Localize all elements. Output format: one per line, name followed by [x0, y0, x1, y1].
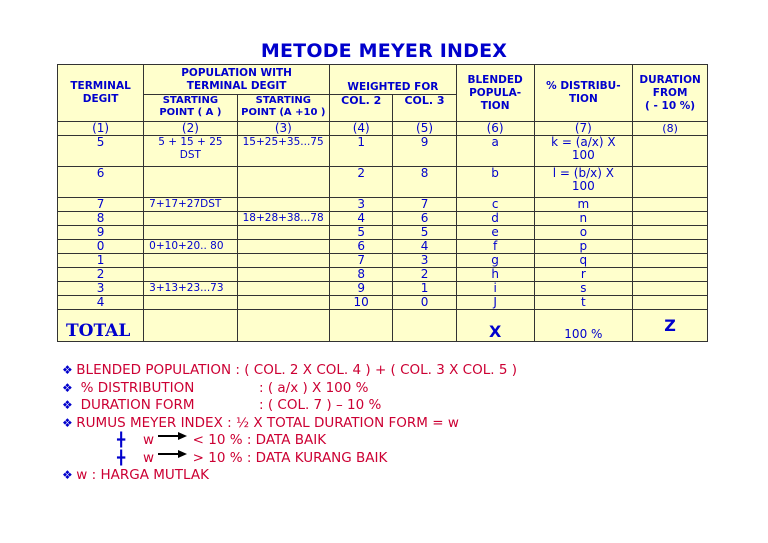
- total-label: TOTAL: [58, 310, 144, 342]
- cell-duration: [633, 240, 708, 254]
- cell-duration: [633, 198, 708, 212]
- header-terminal-digit: TERMINAL DEGIT: [58, 65, 144, 122]
- note-distribution: ❖ % DISTRIBUTION : ( a/x ) X 100 %: [62, 379, 369, 396]
- header-start-a: STARTING POINT ( A ): [144, 95, 237, 122]
- table-row: [58, 296, 708, 310]
- header-col3: COL. 3: [393, 95, 456, 122]
- cell-terminal: 4: [58, 296, 144, 310]
- cell-terminal: 3: [58, 282, 144, 296]
- cell-distribution: n: [534, 212, 633, 226]
- col-number: (3): [237, 122, 329, 136]
- cell-distribution: l = (b/x) X 100: [534, 167, 633, 198]
- table-row: [58, 136, 708, 167]
- cell-start-a: [144, 268, 237, 282]
- cell-col3: 9: [393, 136, 456, 167]
- cell-col3: 8: [393, 167, 456, 198]
- cell-terminal: 0: [58, 240, 144, 254]
- cell-start-a: 7+17+27DST: [144, 198, 237, 212]
- cell-blended: a: [456, 136, 534, 167]
- cell-terminal: 8: [58, 212, 144, 226]
- cell-start-a: [144, 296, 237, 310]
- note-baik: ╋ w < 10 % : DATA BAIK: [117, 432, 327, 448]
- cell-distribution: r: [534, 268, 633, 282]
- total-row: [58, 310, 708, 342]
- cell-blended: g: [456, 254, 534, 268]
- cell-col2: 2: [330, 167, 393, 198]
- cross-bullet-icon: ╋: [117, 449, 126, 466]
- col-number: (5): [393, 122, 456, 136]
- diamond-icon: ❖: [62, 380, 73, 395]
- cell-start-a10: [237, 268, 329, 282]
- arrow-right-icon: [158, 431, 188, 441]
- cell-col3: 6: [393, 212, 456, 226]
- meyer-index-table: [57, 64, 708, 342]
- cell-col3: 0: [393, 296, 456, 310]
- page-title: METODE MEYER INDEX: [260, 40, 508, 62]
- diamond-icon: ❖: [62, 398, 73, 412]
- cell-start-a: [144, 226, 237, 240]
- cell-duration: [633, 167, 708, 198]
- header-distribution: % DISTRIBU- TION: [534, 65, 633, 122]
- col-number: (6): [456, 122, 534, 136]
- cell-col2: 4: [330, 212, 393, 226]
- cell-col2: 1: [330, 136, 393, 167]
- total-empty: [144, 310, 237, 342]
- cell-terminal: 2: [58, 268, 144, 282]
- cell-blended: b: [456, 167, 534, 198]
- cell-distribution: k = (a/x) X 100: [534, 136, 633, 167]
- cell-col2: 10: [330, 296, 393, 310]
- table-row: [58, 282, 708, 296]
- table-row: [58, 212, 708, 226]
- table-row: [58, 226, 708, 240]
- cell-start-a: 3+13+23...73: [144, 282, 237, 296]
- col-number: (4): [330, 122, 393, 136]
- cell-distribution: p: [534, 240, 633, 254]
- header-col2: COL. 2: [330, 95, 393, 122]
- cell-terminal: 1: [58, 254, 144, 268]
- diamond-icon: ❖: [62, 363, 73, 377]
- cell-start-a10: [237, 296, 329, 310]
- cell-blended: c: [456, 198, 534, 212]
- total-empty: [237, 310, 329, 342]
- note-mutlak: ❖ w : HARGA MUTLAK: [62, 467, 209, 483]
- header-duration: DURATION FROM ( - 10 %): [633, 65, 708, 122]
- cell-distribution: q: [534, 254, 633, 268]
- cell-col3: 5: [393, 226, 456, 240]
- total-empty: [330, 310, 393, 342]
- col-number: (8): [633, 122, 708, 136]
- cell-blended: J: [456, 296, 534, 310]
- cell-start-a10: 15+25+35...75: [237, 136, 329, 167]
- cell-blended: e: [456, 226, 534, 240]
- cell-duration: [633, 296, 708, 310]
- cell-col2: 7: [330, 254, 393, 268]
- cell-col3: 4: [393, 240, 456, 254]
- note-kurang-baik: ╋ w > 10 % : DATA KURANG BAIK: [117, 449, 388, 466]
- header-weighted: WEIGHTED FOR: [330, 65, 457, 95]
- cell-start-a: [144, 212, 237, 226]
- cell-col3: 1: [393, 282, 456, 296]
- cell-start-a: [144, 167, 237, 198]
- note-duration: ❖ DURATION FORM : ( COL. 7 ) – 10 %: [62, 397, 382, 413]
- cell-start-a10: [237, 226, 329, 240]
- table-row: [58, 198, 708, 212]
- cell-start-a: [144, 254, 237, 268]
- cell-duration: [633, 136, 708, 167]
- cell-col3: 2: [393, 268, 456, 282]
- cell-duration: [633, 268, 708, 282]
- cell-duration: [633, 212, 708, 226]
- cell-col2: 3: [330, 198, 393, 212]
- col-number: (1): [58, 122, 144, 136]
- cell-blended: d: [456, 212, 534, 226]
- cell-col2: 9: [330, 282, 393, 296]
- header-start-a10: STARTING POINT (A +10 ): [237, 95, 329, 122]
- cell-start-a10: [237, 167, 329, 198]
- table-row: [58, 240, 708, 254]
- cell-col2: 5: [330, 226, 393, 240]
- cell-start-a10: [237, 198, 329, 212]
- cell-terminal: 5: [58, 136, 144, 167]
- cell-distribution: m: [534, 198, 633, 212]
- col-number: (7): [534, 122, 633, 136]
- cell-start-a10: [237, 282, 329, 296]
- cell-distribution: o: [534, 226, 633, 240]
- cell-terminal: 7: [58, 198, 144, 212]
- cell-start-a: 0+10+20.. 80: [144, 240, 237, 254]
- cell-start-a10: 18+28+38...78: [237, 212, 329, 226]
- cell-duration: [633, 226, 708, 240]
- table-row: [58, 254, 708, 268]
- note-rumus: ❖ RUMUS MEYER INDEX : ½ X TOTAL DURATION FORM = w: [62, 414, 459, 431]
- cell-blended: f: [456, 240, 534, 254]
- total-percent: 100 %: [534, 310, 633, 342]
- note-blended: ❖ BLENDED POPULATION : ( COL. 2 X COL. 4 ) + ( COL. 3 X COL. 5 ): [62, 362, 517, 378]
- cell-terminal: 6: [58, 167, 144, 198]
- cell-blended: i: [456, 282, 534, 296]
- cell-col3: 7: [393, 198, 456, 212]
- total-empty: [393, 310, 456, 342]
- notes: [62, 362, 517, 485]
- col-number: (2): [144, 122, 237, 136]
- cell-duration: [633, 254, 708, 268]
- cell-col2: 6: [330, 240, 393, 254]
- cross-bullet-icon: ╋: [117, 432, 126, 448]
- header-blended: BLENDED POPULA- TION: [456, 65, 534, 122]
- header-population: POPULATION WITH TERMINAL DEGIT: [144, 65, 330, 95]
- table-row: [58, 167, 708, 198]
- cell-blended: h: [456, 268, 534, 282]
- total-z: Z: [633, 310, 708, 342]
- table-row: [58, 268, 708, 282]
- cell-distribution: t: [534, 296, 633, 310]
- cell-col3: 3: [393, 254, 456, 268]
- total-x: X: [456, 310, 534, 342]
- cell-start-a10: [237, 240, 329, 254]
- cell-terminal: 9: [58, 226, 144, 240]
- cell-start-a: 5 + 15 + 25 DST: [144, 136, 237, 167]
- cell-duration: [633, 282, 708, 296]
- cell-start-a10: [237, 254, 329, 268]
- diamond-icon: ❖: [62, 415, 73, 430]
- cell-distribution: s: [534, 282, 633, 296]
- arrow-right-icon: [158, 449, 188, 459]
- diamond-icon: ❖: [62, 468, 73, 482]
- cell-col2: 8: [330, 268, 393, 282]
